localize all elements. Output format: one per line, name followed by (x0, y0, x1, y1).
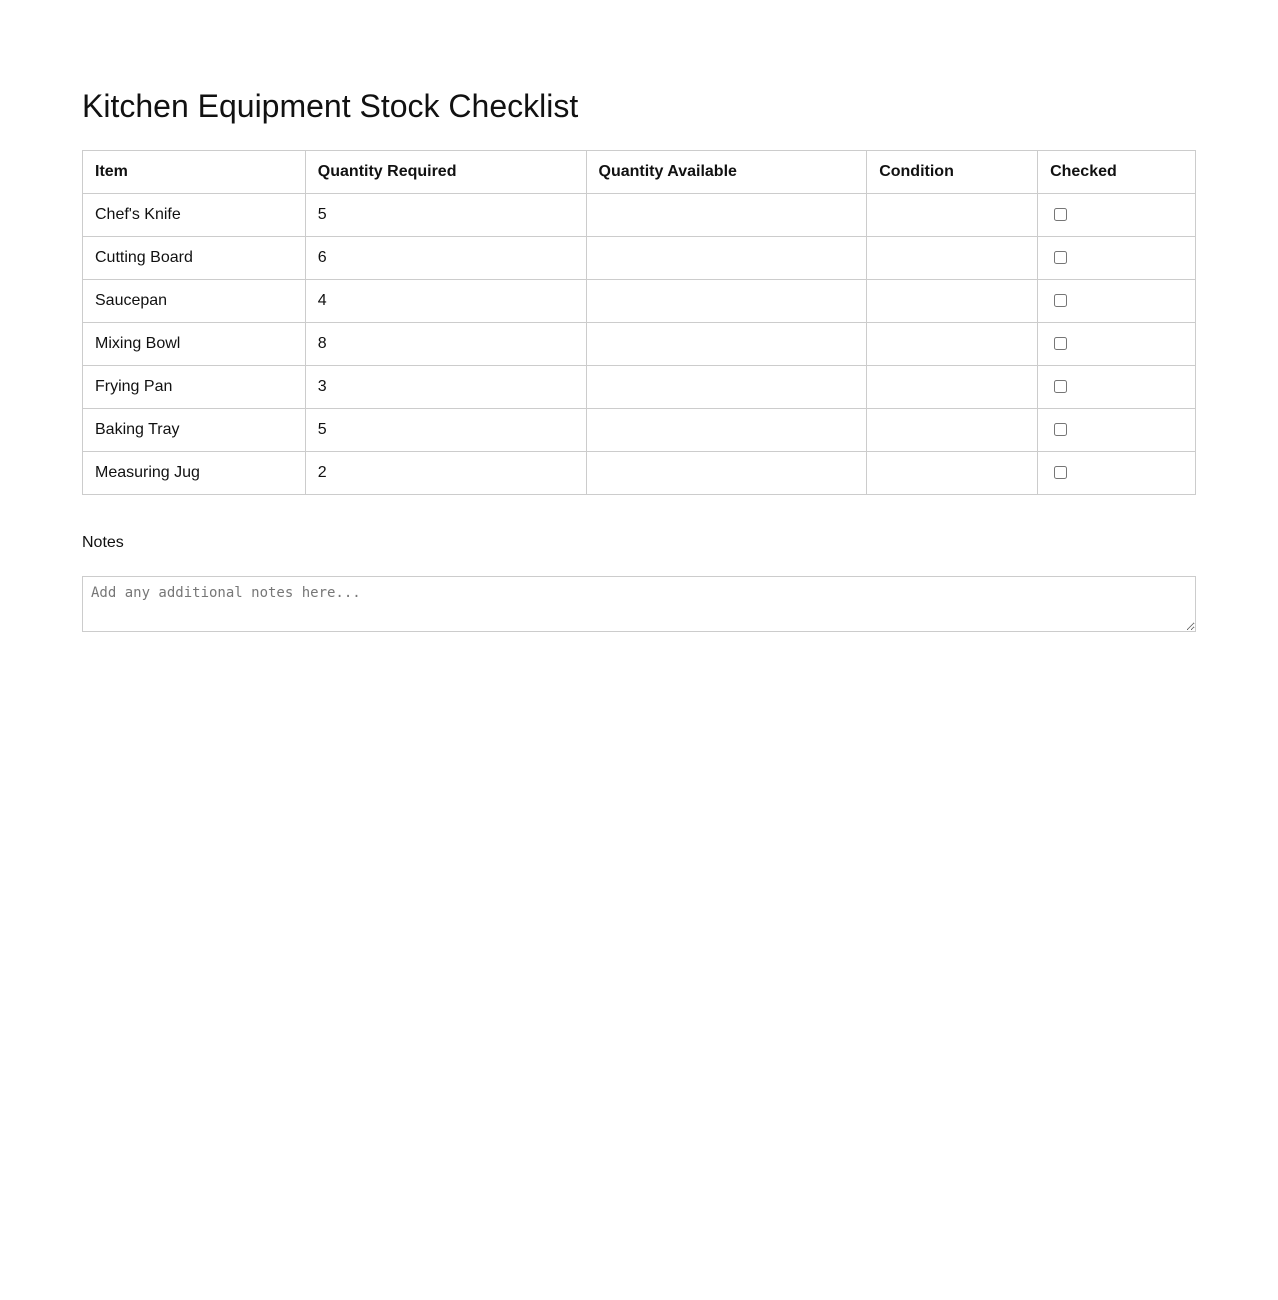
condition-cell[interactable] (867, 194, 1038, 237)
item-cell: Chef's Knife (83, 194, 306, 237)
item-cell: Cutting Board (83, 237, 306, 280)
quantity-available-cell[interactable] (586, 452, 867, 495)
checked-checkbox[interactable] (1054, 294, 1067, 307)
quantity-available-cell[interactable] (586, 409, 867, 452)
table-row (83, 366, 1196, 409)
table-header-row (83, 151, 1196, 194)
checked-cell (1038, 409, 1196, 452)
quantity-available-cell[interactable] (586, 194, 867, 237)
condition-cell[interactable] (867, 366, 1038, 409)
quantity-required-cell: 5 (305, 194, 586, 237)
condition-cell[interactable] (867, 280, 1038, 323)
checked-cell (1038, 452, 1196, 495)
checked-cell (1038, 366, 1196, 409)
notes-textarea[interactable] (82, 576, 1196, 632)
quantity-required-cell: 8 (305, 323, 586, 366)
checked-cell (1038, 280, 1196, 323)
checked-cell (1038, 194, 1196, 237)
stock-table (82, 150, 1196, 495)
item-cell: Frying Pan (83, 366, 306, 409)
table-row (83, 452, 1196, 495)
column-header-checked: Checked (1038, 151, 1196, 194)
condition-cell[interactable] (867, 237, 1038, 280)
column-header-condition: Condition (867, 151, 1038, 194)
checked-cell (1038, 323, 1196, 366)
quantity-required-cell: 2 (305, 452, 586, 495)
quantity-available-cell[interactable] (586, 323, 867, 366)
column-header-quantity-available: Quantity Available (586, 151, 867, 194)
item-cell: Measuring Jug (83, 452, 306, 495)
quantity-available-cell[interactable] (586, 237, 867, 280)
checked-checkbox[interactable] (1054, 337, 1067, 350)
column-header-item: Item (83, 151, 306, 194)
quantity-required-cell: 5 (305, 409, 586, 452)
item-cell: Mixing Bowl (83, 323, 306, 366)
checked-checkbox[interactable] (1054, 466, 1067, 479)
page-title: Kitchen Equipment Stock Checklist (82, 88, 579, 124)
table-row (83, 280, 1196, 323)
checked-checkbox[interactable] (1054, 423, 1067, 436)
column-header-quantity-required: Quantity Required (305, 151, 586, 194)
item-cell: Saucepan (83, 280, 306, 323)
checked-checkbox[interactable] (1054, 380, 1067, 393)
table-row (83, 323, 1196, 366)
item-cell: Baking Tray (83, 409, 306, 452)
checked-cell (1038, 237, 1196, 280)
table-row (83, 237, 1196, 280)
quantity-available-cell[interactable] (586, 366, 867, 409)
notes-label: Notes (82, 534, 124, 551)
quantity-required-cell: 6 (305, 237, 586, 280)
table-row (83, 194, 1196, 237)
checked-checkbox[interactable] (1054, 208, 1067, 221)
quantity-available-cell[interactable] (586, 280, 867, 323)
condition-cell[interactable] (867, 409, 1038, 452)
checked-checkbox[interactable] (1054, 251, 1067, 264)
quantity-required-cell: 4 (305, 280, 586, 323)
condition-cell[interactable] (867, 323, 1038, 366)
quantity-required-cell: 3 (305, 366, 586, 409)
condition-cell[interactable] (867, 452, 1038, 495)
table-row (83, 409, 1196, 452)
